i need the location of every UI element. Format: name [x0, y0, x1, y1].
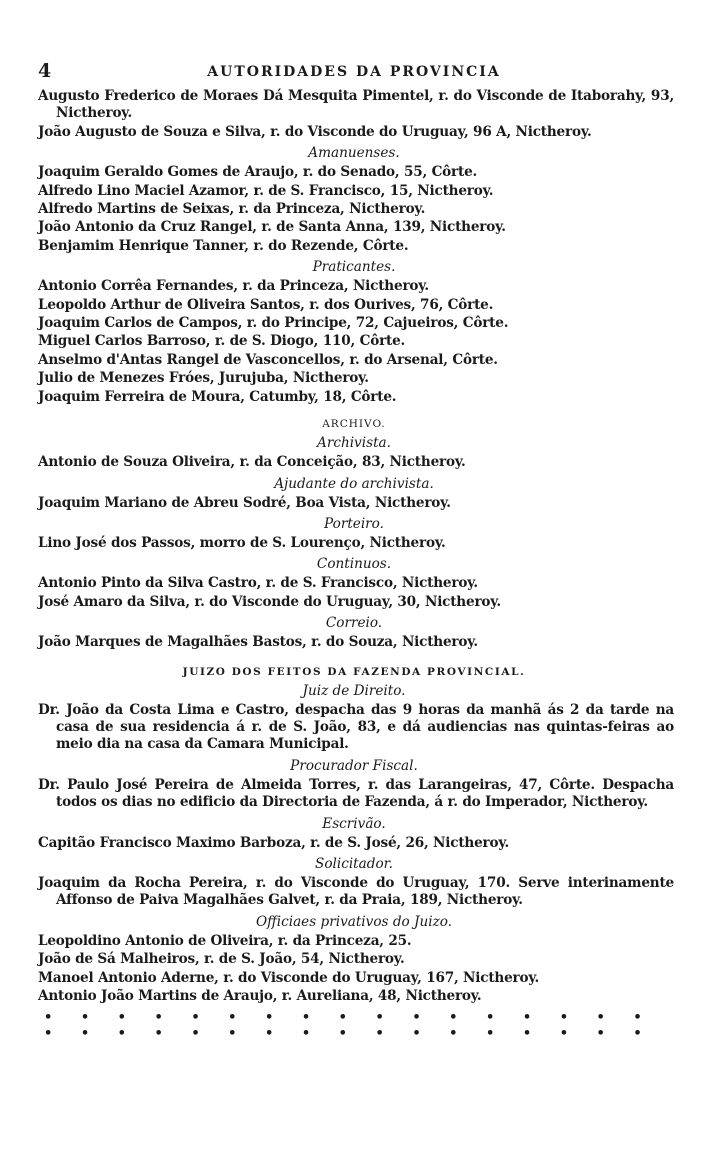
praticante-entry: Julio de Menezes Fróes, Jurujuba, Nictheroy.: [38, 370, 369, 387]
porteiro-heading: Porteiro.: [324, 515, 384, 532]
official-entry: Antonio João Martins de Araujo, r. Aureliana, 48, Nictheroy.: [38, 988, 482, 1004]
juizo-section-title: JUIZO DOS FEITOS DA FAZENDA PROVINCIAL.: [182, 665, 526, 678]
praticante-entry: Miguel Carlos Barroso, r. de S. Diogo, 110, Côrte.: [38, 333, 406, 350]
correio-entry: João Marques de Magalhães Bastos, r. do Souza, Nictheroy.: [38, 634, 478, 651]
solicitador-entry: Joaquim da Rocha Pereira, r. do Visconde do Uruguay, 170. Serve interinamente Affonso de Paiva Magalhães Galvet, r. da Praia, 189, Nictheroy.: [38, 874, 674, 909]
continuo-entry: Antonio Pinto da Silva Castro, r. de S. Francisco, Nictheroy.: [38, 575, 478, 592]
continuos-heading: Continuos.: [316, 556, 392, 573]
correio-heading: Correio.: [325, 615, 383, 632]
continuo-entry: José Amaro da Silva, r. do Visconde do Uruguay, 30, Nictheroy.: [38, 593, 501, 610]
official-entry: Leopoldino Antonio de Oliveira, r. da Princeza, 25.: [38, 932, 412, 949]
archivo-section-title: ARCHIVO.: [322, 418, 386, 431]
page-header: [34, 58, 674, 88]
procurador-heading: Procurador Fiscal.: [290, 757, 418, 774]
officiaes-heading: Officiaes privativos do Juizo.: [255, 913, 453, 930]
leader-dots: • • • • • • • • • • • • • • • • •: [44, 1026, 654, 1042]
solicitador-heading: Solicitador.: [315, 855, 393, 872]
juiz-heading: Juiz de Direito.: [302, 682, 406, 699]
amanuense-entry: Benjamim Henrique Tanner, r. do Rezende, Côrte.: [38, 237, 409, 254]
escrivao-entry: Capitão Francisco Maximo Barboza, r. de S. José, 26, Nictheroy.: [38, 834, 510, 851]
escrivao-heading: Escrivão.: [322, 815, 386, 832]
amanuenses-heading: Amanuenses.: [308, 145, 400, 162]
intro-entry: Augusto Frederico de Moraes Dá Mesquita Pimentel, r. do Visconde de Itaborahy, 93, Nictheroy.: [38, 88, 674, 122]
porteiro-entry: Lino José dos Passos, morro de S. Lourenço, Nictheroy.: [38, 534, 446, 551]
archivista-entry: Antonio de Souza Oliveira, r. da Conceição, 83, Nictheroy.: [38, 454, 466, 471]
amanuense-entry: Alfredo Martins de Seixas, r. da Princeza, Nictheroy.: [38, 201, 426, 218]
praticante-entry: Antonio Corrêa Fernandes, r. da Princeza, Nictheroy.: [38, 278, 429, 295]
ajudante-entry: Joaquim Mariano de Abreu Sodré, Boa Vista, Nictheroy.: [38, 494, 451, 511]
official-entry: Manoel Antonio Aderne, r. do Visconde do Uruguay, 167, Nictheroy.: [38, 969, 540, 986]
leader-dots: • • • • • • • • • • • • • • • • •: [44, 1010, 654, 1026]
praticante-entry: Anselmo d'Antas Rangel de Vasconcellos, r. do Arsenal, Côrte.: [38, 351, 498, 368]
praticantes-heading: Praticantes.: [312, 259, 396, 276]
amanuense-entry: Joaquim Geraldo Gomes de Araujo, r. do Senado, 55, Côrte.: [38, 164, 478, 181]
juiz-entry: Dr. João da Costa Lima e Castro, despacha das 9 horas da manhã ás 2 da tarde na casa de sua residencia á r. de S. João, 83, e dá audiencias nas quintas-feiras ao meio dia na casa da Camara Municipal.: [38, 701, 674, 753]
praticante-entry: Leopoldo Arthur de Oliveira Santos, r. dos Ourives, 76, Côrte.: [38, 296, 494, 313]
amanuense-entry: João Antonio da Cruz Rangel, r. de Santa Anna, 139, Nictheroy.: [38, 219, 506, 236]
praticante-entry: Joaquim Ferreira de Moura, Catumby, 18, Côrte.: [38, 388, 397, 405]
ajudante-heading: Ajudante do archivista.: [274, 475, 434, 492]
praticante-entry: Joaquim Carlos de Campos, r. do Principe, 72, Cajueiros, Côrte.: [38, 315, 509, 332]
amanuense-entry: Alfredo Lino Maciel Azamor, r. de S. Francisco, 15, Nictheroy.: [38, 182, 494, 199]
running-title: AUTORIDADES DA PROVINCIA: [207, 64, 501, 80]
intro-entry: João Augusto de Souza e Silva, r. do Visconde do Uruguay, 96 A, Nictheroy.: [38, 123, 592, 140]
procurador-entry: Dr. Paulo José Pereira de Almeida Torres, r. das Larangeiras, 47, Côrte. Despacha todos os dias no edificio da Directoria de Fazenda, á r. do Imperador, Nictheroy.: [38, 776, 674, 811]
page-number: 4: [38, 60, 52, 82]
archivista-heading: Archivista.: [317, 435, 391, 452]
official-entry: João de Sá Malheiros, r. de S. João, 54, Nictheroy.: [38, 951, 405, 968]
document-page: [34, 58, 674, 1042]
